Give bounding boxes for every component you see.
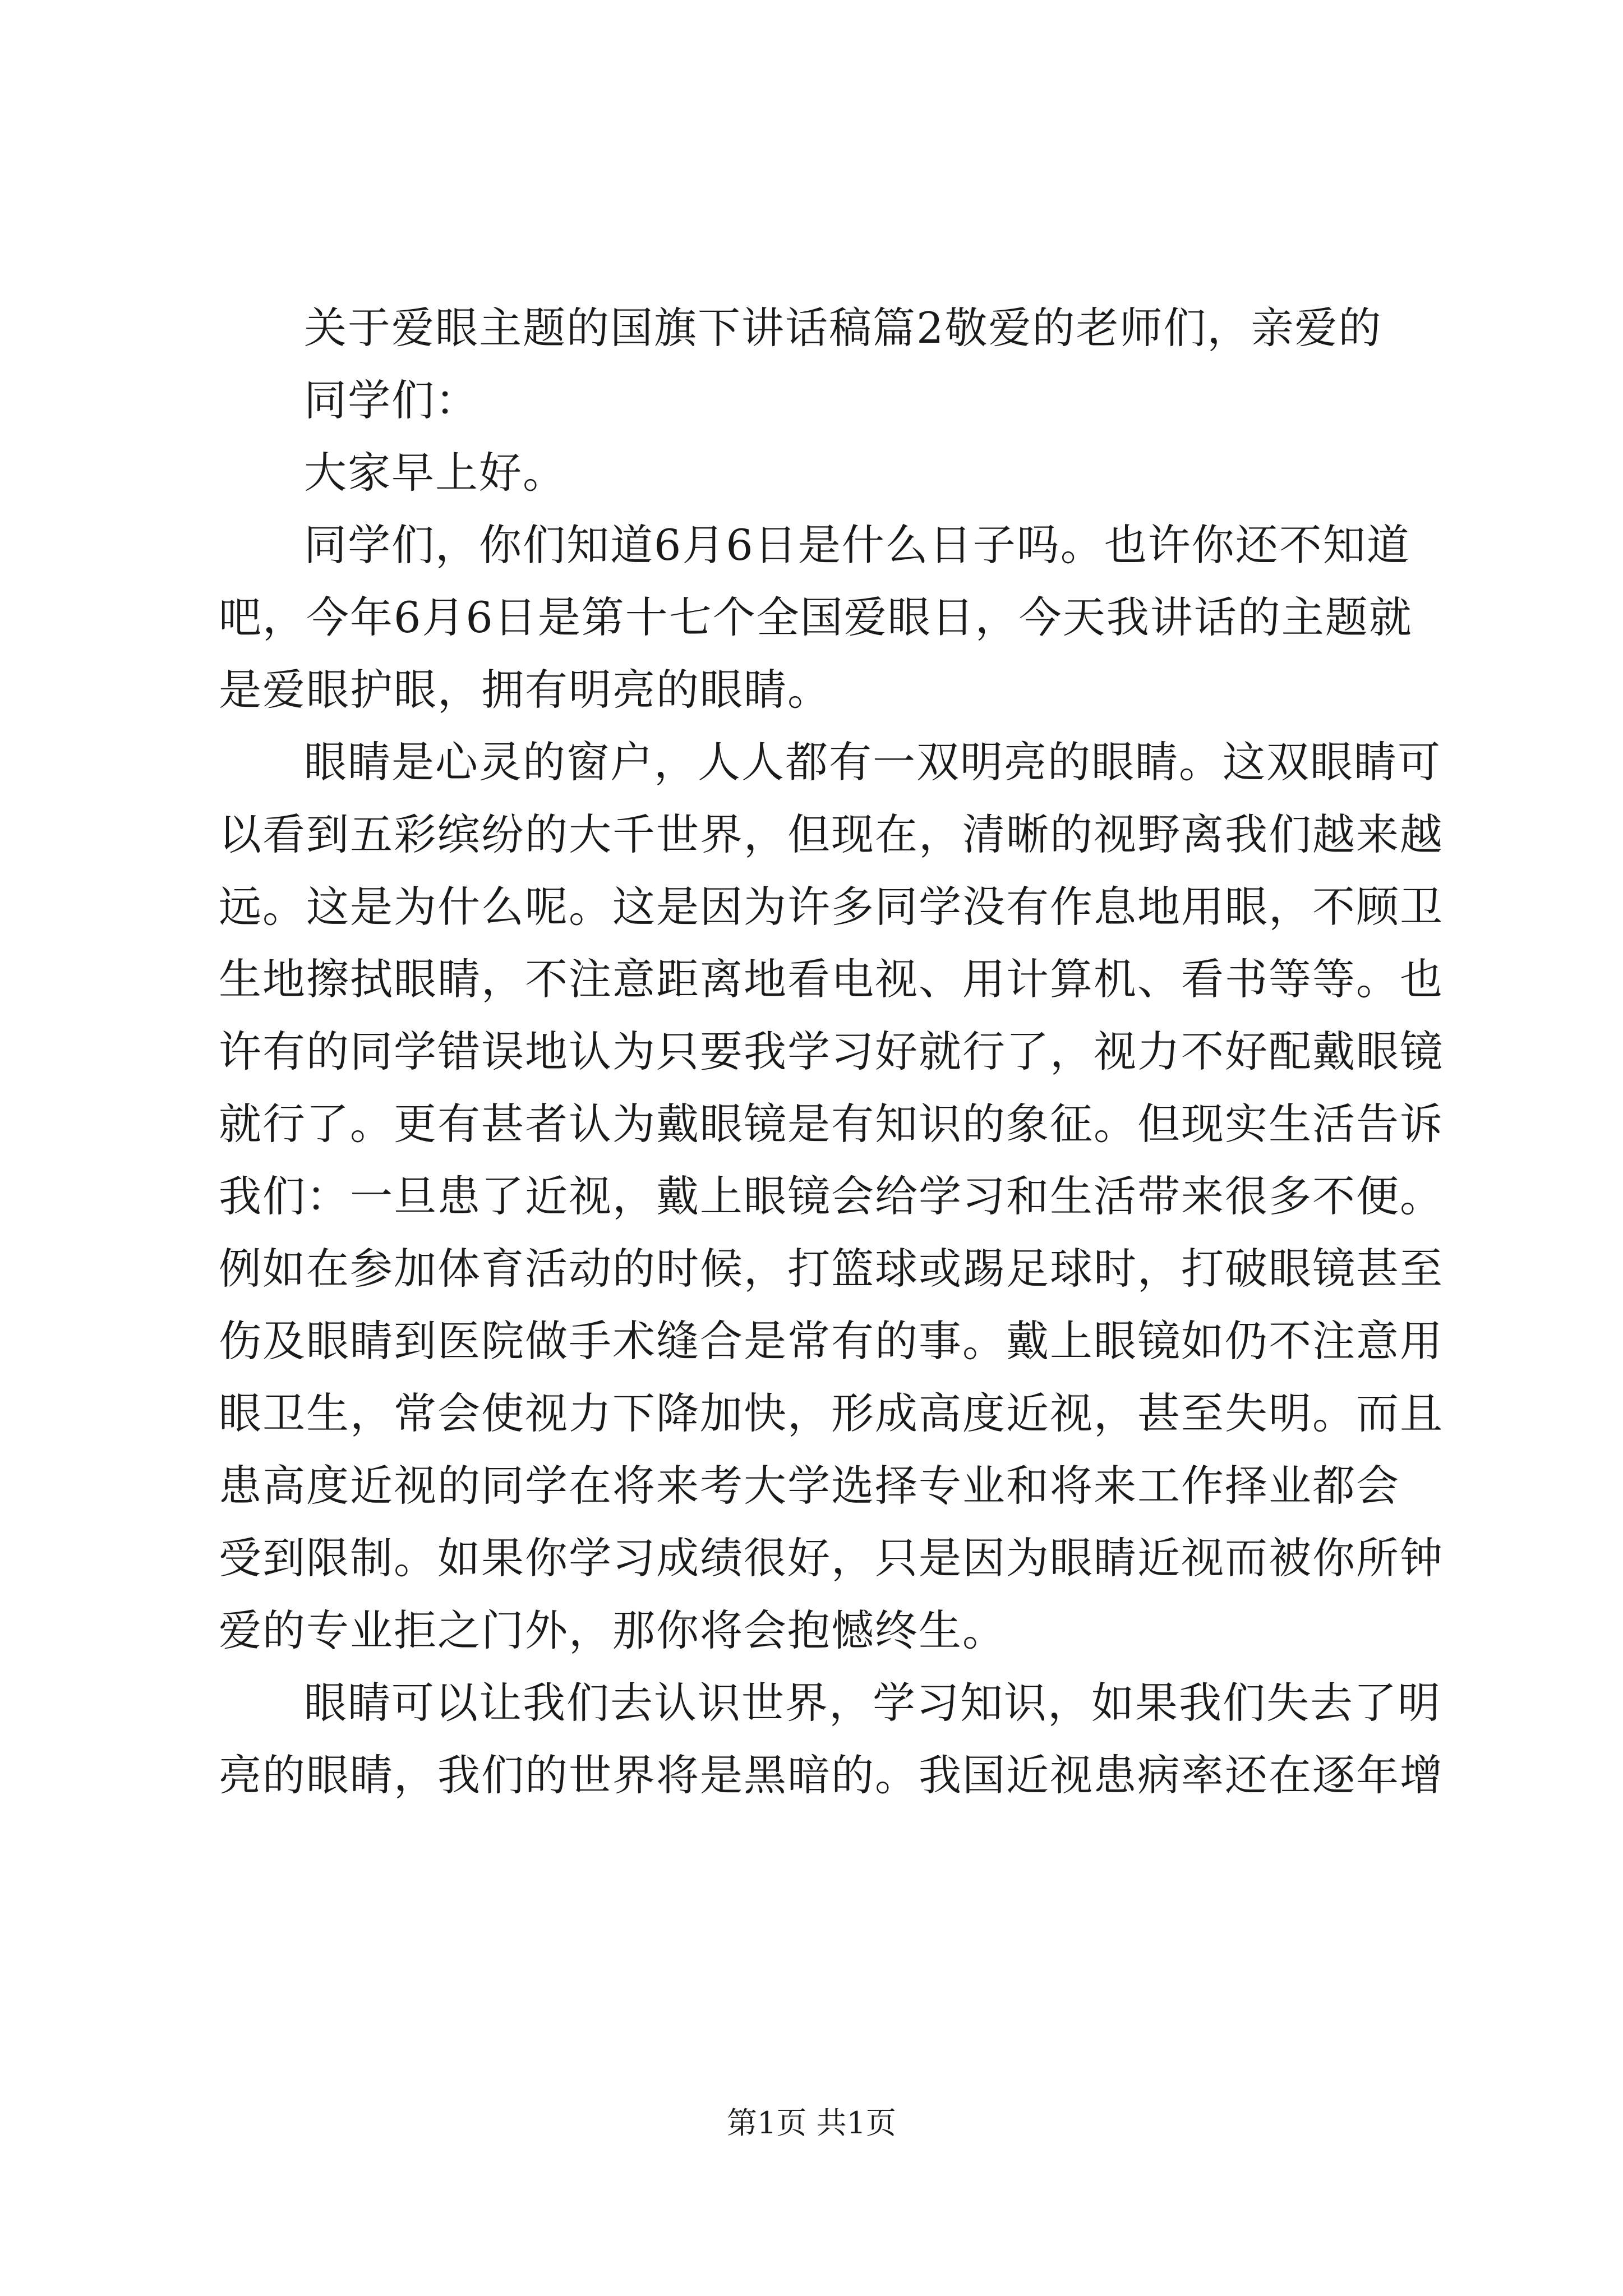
- text-line: 大家早上好。: [304, 448, 566, 498]
- text-line: 吧，今年6月6日是第十七个全国爱眼日，今天我讲话的主题就: [219, 592, 1413, 642]
- text-line: 眼卫生，常会使视力下降加快，形成高度近视，甚至失明。而且: [219, 1388, 1444, 1438]
- text-line: 患高度近视的同学在将来考大学选择专业和将来工作择业都会: [219, 1461, 1400, 1511]
- text-line: 同学们，你们知道6月6日是什么日子吗。也许你还不知道: [304, 520, 1410, 570]
- text-line: 眼睛是心灵的窗户，人人都有一双明亮的眼睛。这双眼睛可: [304, 737, 1441, 787]
- text-line: 生地擦拭眼睛，不注意距离地看电视、用计算机、看书等等。也: [219, 954, 1444, 1004]
- text-line: 伤及眼睛到医院做手术缝合是常有的事。戴上眼镜如仍不注意用: [219, 1316, 1444, 1366]
- text-line: 受到限制。如果你学习成绩很好，只是因为眼睛近视而被你所钟: [219, 1533, 1444, 1583]
- text-line: 爱的专业拒之门外，那你将会抱憾终生。: [219, 1605, 1006, 1655]
- page-footer: [0, 2104, 1623, 2143]
- text-line: 关于爱眼主题的国旗下讲话稿篇2敬爱的老师们，亲爱的: [304, 303, 1382, 353]
- text-line: 同学们：: [304, 375, 479, 425]
- text-line: 远。这是为什么呢。这是因为许多同学没有作息地用眼，不顾卫: [219, 882, 1444, 932]
- document-body: [219, 292, 1444, 1811]
- text-line: 以看到五彩缤纷的大千世界，但现在，清晰的视野离我们越来越: [219, 809, 1444, 859]
- text-line: 我们：一旦患了近视，戴上眼镜会给学习和生活带来很多不便。: [219, 1171, 1444, 1221]
- text-line: 许有的同学错误地认为只要我学习好就行了，视力不好配戴眼镜: [219, 1027, 1444, 1076]
- text-line: 是爱眼护眼，拥有明亮的眼睛。: [219, 665, 831, 715]
- text-line: 例如在参加体育活动的时候，打篮球或踢足球时，打破眼镜甚至: [219, 1244, 1444, 1294]
- text-line: 眼睛可以让我们去认识世界，学习知识，如果我们失去了明: [304, 1678, 1441, 1728]
- text-line: 就行了。更有甚者认为戴眼镜是有知识的象征。但现实生活告诉: [219, 1099, 1444, 1149]
- page-number-label: 第1页 共1页: [727, 2105, 896, 2141]
- text-line: 亮的眼睛，我们的世界将是黑暗的。我国近视患病率还在逐年增: [219, 1750, 1444, 1800]
